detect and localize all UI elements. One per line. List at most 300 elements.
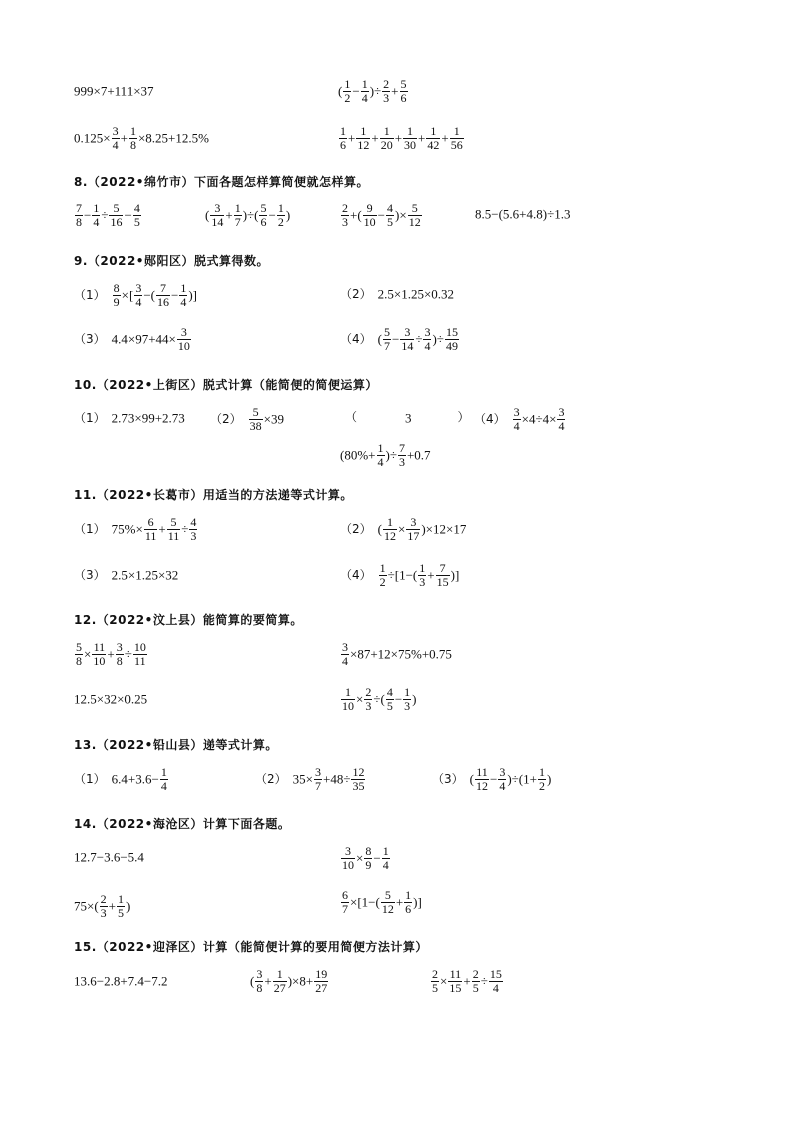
denominator: 4 [342,653,348,668]
numerator: 15 [445,325,458,339]
denominator: 5 [386,698,393,713]
numerator: 1 [426,125,440,139]
denominator: 12 [381,901,394,916]
numerator: 5 [76,640,82,654]
numerator: 1 [404,685,411,699]
numerator: 2 [472,967,479,981]
expr-part: − [377,207,386,223]
q10-problem-3-label [345,410,470,425]
numerator: 1 [377,441,384,455]
fraction [361,78,369,104]
numerator: 1 [160,765,167,779]
expr-part: − [391,331,400,347]
expr-part: + [264,973,272,989]
fraction [273,968,287,994]
denominator: 14 [401,338,414,353]
fraction [406,516,420,542]
item-label: （1） [74,288,106,303]
expr-part: + [441,130,449,146]
numerator: 10 [133,640,146,654]
numerator: 8 [113,281,120,295]
numerator: 3 [135,281,142,295]
item-label: （4） [474,412,506,427]
fraction [156,282,170,308]
expr-part: ÷ [181,521,189,537]
denominator: 12 [357,137,370,152]
denominator: 4 [424,338,431,353]
denominator: 56 [450,137,463,152]
numerator: 5 [249,406,263,420]
numerator: 3 [400,326,414,340]
numerator: 1 [129,124,136,138]
expr-part: ( [338,83,343,99]
expr-part: 6.4+3.6− [111,771,159,787]
q10-problem-4 [474,406,566,432]
fraction [379,562,387,588]
q15-problem-b [250,968,329,994]
expr-part: −( [143,287,155,303]
numerator: 11 [476,765,488,779]
fraction [383,326,391,352]
problem-r1a [74,83,154,98]
expr-part: × [84,646,92,662]
expr-part: + [158,521,166,537]
denominator: 11 [167,528,180,543]
fraction [381,889,395,915]
expr-part: )] [413,894,422,910]
q10-problem-1 [74,410,185,425]
numerator: 1 [234,201,241,215]
expr-part: + [418,130,426,146]
problem-r2b [338,125,465,151]
numerator: 3 [513,405,520,419]
expr-part: 75%× [111,521,143,537]
numerator: 4 [386,685,393,699]
fraction [314,968,328,994]
expr-part: ( [250,973,255,989]
denominator: 8 [76,214,82,229]
q13-problem-3 [432,766,551,792]
denominator: 11 [134,653,146,668]
numerator: 12 [352,765,365,779]
numerator: 1 [340,124,346,138]
q14-problem-a [74,849,144,864]
numerator: 1 [383,516,397,530]
expr-part: )÷( [242,207,259,223]
denominator: 17 [407,528,420,543]
fraction [100,893,108,919]
fraction [92,202,100,228]
expr-part: + [391,83,399,99]
q9-problem-2 [340,286,454,301]
denominator: 3 [100,905,107,920]
expr-part: − [489,771,498,787]
fraction [403,125,417,151]
q10-problem-3 [340,442,431,468]
expression-text: 2.5×1.25×0.32 [377,286,455,302]
denominator: 8 [76,653,82,668]
fraction [144,516,158,542]
expr-part: +( [350,207,362,223]
denominator: 12 [383,528,396,543]
denominator: 2 [344,90,351,105]
fraction [400,326,414,352]
fraction [92,641,106,667]
numerator: 1 [538,765,545,779]
expression-text: 8.5−(5.6+4.8)÷1.3 [475,206,571,222]
item-label: （3） [74,568,106,583]
numerator: 7 [398,441,405,455]
q8-problem-c [340,202,423,228]
denominator: 5 [118,905,125,920]
fraction [341,641,349,667]
fraction [75,641,83,667]
expr-part: ×87+12×75%+0.75 [350,646,452,662]
fraction [408,202,422,228]
question-11-heading: 11.（2022•长葛市）用适当的方法递等式计算。 [74,488,353,502]
q12-problem-d [340,686,417,712]
item-label: （2） [340,522,372,537]
denominator: 16 [110,214,123,229]
fraction [134,282,142,308]
numerator: 2 [342,201,348,215]
denominator: 4 [180,294,187,309]
q9-problem-4 [340,326,460,352]
expression-text: 999×7+111×37 [74,83,154,99]
numerator: 2 [100,892,107,906]
expr-part: +48÷ [322,771,351,787]
denominator: 4 [513,418,520,433]
fraction [475,766,489,792]
q11-problem-2 [340,516,466,542]
denominator: 5 [472,980,479,995]
q10-problem-2 [210,406,284,432]
item-label: （2） [210,412,242,427]
denominator: 8 [129,137,136,152]
fraction [450,125,464,151]
expr-part: ÷ [101,207,109,223]
fraction [341,845,355,871]
expr-part: ×4÷4× [521,411,557,427]
numerator: 5 [400,77,407,91]
question-13-heading: 13.（2022•铅山县）递等式计算。 [74,738,278,752]
fraction [341,202,349,228]
expr-part: + [107,646,115,662]
fraction [498,766,506,792]
expr-part: ) [126,898,131,914]
fraction [538,766,546,792]
numerator: 7 [156,282,170,296]
q13-problem-2 [255,766,366,792]
problem-r1b [338,78,409,104]
denominator: 12 [408,214,421,229]
numerator: 3 [424,325,431,339]
item-label: （4） [340,332,372,347]
expr-part: + [120,130,128,146]
denominator: 3 [419,574,426,589]
numerator: 5 [383,325,390,339]
fraction [489,968,503,994]
q14-problem-d [340,889,422,915]
fraction [377,442,385,468]
denominator: 10 [93,653,106,668]
denominator: 9 [113,294,120,309]
expression-text: 2.73×99+2.73 [111,410,185,426]
numerator: 11 [449,967,462,981]
expr-part: ( [469,771,474,787]
expr-part: − [352,83,360,99]
numerator: 3 [341,845,355,859]
fraction [448,968,462,994]
expr-part: ×8.25+12.5% [137,130,209,146]
numerator: 1 [405,888,412,902]
fraction [133,202,141,228]
denominator: 11 [144,528,157,543]
numerator: 3 [112,124,119,138]
expr-part: )× [395,207,407,223]
expression-text: 12.5×32×0.25 [74,691,148,707]
q9-problem-3 [74,326,192,352]
fraction [341,686,355,712]
q15-problem-c [430,968,504,994]
denominator: 10 [363,214,376,229]
fraction [386,686,394,712]
numerator: 1 [419,561,426,575]
denominator: 3 [383,90,390,105]
fraction [179,282,187,308]
numerator: 6 [144,516,158,530]
denominator: 4 [382,857,389,872]
q15-problem-a [74,973,168,988]
numerator: 1 [341,686,355,700]
numerator: 1 [403,125,417,139]
expr-part: − [394,691,403,707]
denominator: 49 [445,338,458,353]
expr-part: 4.4×97+44× [111,331,176,347]
expr-part: )] [188,287,197,303]
denominator: 42 [427,137,440,152]
expr-part: ( [377,521,382,537]
denominator: 4 [361,90,368,105]
denominator: 14 [211,214,224,229]
q8-problem-b [205,202,290,228]
numerator: 1 [277,201,284,215]
fraction [404,889,412,915]
fraction [75,202,83,228]
expr-part: )÷ [385,447,397,463]
denominator: 27 [273,980,286,995]
expr-part: ÷( [373,691,385,707]
numerator: 9 [363,202,377,216]
item-label: （2） [340,287,372,302]
expr-part: 75×( [74,898,99,914]
denominator: 4 [93,214,100,229]
numerator: 2 [432,967,438,981]
denominator: 35 [352,778,365,793]
denominator: 10 [342,698,354,713]
expr-part: × [440,973,448,989]
numerator: 1 [118,892,125,906]
expr-part: (80%+ [340,447,376,463]
numerator: 4 [190,515,197,529]
expr-part: − [170,287,179,303]
q12-problem-a [74,641,148,667]
expr-part: − [268,207,276,223]
paren-open: （ [345,410,358,424]
expr-part: ) [412,691,417,707]
item-number: 3 [405,410,412,426]
denominator: 5 [133,214,140,229]
fraction [177,326,191,352]
fraction [249,406,263,432]
fraction [557,406,565,432]
denominator: 10 [177,338,190,353]
numerator: 2 [365,685,372,699]
item-label: （4） [340,568,372,583]
item-label: （1） [74,522,106,537]
item-label: （1） [74,411,106,426]
paren-close: ） [457,410,470,424]
denominator: 6 [260,214,267,229]
fraction [386,202,394,228]
problem-r2a [74,125,209,151]
fraction [112,125,120,151]
fraction [133,641,147,667]
question-15-heading: 15.（2022•迎泽区）计算（能简便计算的要用简便方法计算） [74,940,428,954]
fraction [418,562,426,588]
expr-part: ×39 [263,411,284,427]
numerator: 3 [116,640,123,654]
denominator: 8 [116,653,123,668]
denominator: 4 [499,778,506,793]
numerator: 19 [315,967,328,981]
numerator: 4 [133,201,140,215]
numerator: 7 [76,201,82,215]
denominator: 7 [383,338,390,353]
numerator: 3 [210,202,224,216]
fraction [210,202,224,228]
denominator: 15 [436,574,449,589]
denominator: 38 [249,418,262,433]
item-label: （3） [432,772,464,787]
denominator: 16 [156,294,169,309]
denominator: 7 [342,901,348,916]
expr-part: )×8+ [287,973,314,989]
numerator: 5 [408,202,422,216]
numerator: 1 [379,561,386,575]
denominator: 30 [404,137,417,152]
expr-part: ×[ [121,287,134,303]
expr-part: + [108,898,117,914]
fraction [351,766,365,792]
numerator: 3 [499,765,506,779]
expr-part: )] [450,567,460,583]
fraction [380,125,394,151]
denominator: 4 [135,294,142,309]
expr-part: + [395,894,404,910]
q12-problem-b [340,641,452,667]
fraction [356,125,370,151]
numerator: 1 [180,281,187,295]
q8-problem-d [475,206,570,221]
numerator: 5 [260,201,267,215]
q14-problem-b [340,845,391,871]
fraction [363,202,377,228]
denominator: 7 [314,778,321,793]
item-label: （3） [74,332,106,347]
expr-part: + [225,207,233,223]
question-12-heading: 12.（2022•汶上县）能简算的要简算。 [74,613,303,627]
numerator: 1 [273,968,287,982]
numerator: 6 [342,888,348,902]
denominator: 10 [342,857,354,872]
denominator: 6 [400,90,407,105]
question-8-heading: 8.（2022•绵竹市）下面各题怎样算简便就怎样算。 [74,175,369,189]
q14-problem-c [74,893,130,919]
numerator: 1 [380,125,394,139]
denominator: 2 [538,778,545,793]
fraction [129,125,137,151]
expr-part: + [427,567,435,583]
denominator: 2 [379,574,386,589]
expr-part: ÷[1−( [387,567,418,583]
fraction [382,845,390,871]
denominator: 15 [449,980,462,995]
denominator: 3 [190,528,197,543]
fraction [400,78,408,104]
denominator: 4 [377,454,384,469]
expr-part: + [348,130,356,146]
fraction [398,442,406,468]
expression-text: 12.7−3.6−5.4 [74,849,144,865]
expr-part: ) [546,771,552,787]
expr-part: + [394,130,403,146]
q12-problem-c [74,691,147,706]
denominator: 7 [234,214,241,229]
denominator: 3 [398,454,405,469]
expr-part: ( [377,331,382,347]
fraction [255,968,263,994]
fraction [472,968,480,994]
expr-part: ÷ [124,646,132,662]
fraction [426,125,440,151]
denominator: 8 [256,980,263,995]
expr-part: )×12×17 [421,521,467,537]
denominator: 20 [380,137,393,152]
numerator: 11 [93,640,106,654]
fraction [343,78,351,104]
fraction [234,202,242,228]
expr-part: ×[1−( [350,894,380,910]
fraction [116,641,124,667]
fraction [259,202,267,228]
numerator: 5 [167,516,181,530]
numerator: 3 [256,967,263,981]
fraction [160,766,168,792]
numerator: 1 [450,125,464,139]
expr-part: ( [205,207,210,223]
expr-part: + [463,973,471,989]
q8-problem-a [74,202,142,228]
question-10-heading: 10.（2022•上街区）脱式计算（能简便的简便运算） [74,378,378,392]
expr-part: × [356,850,364,866]
expr-part: ÷ [480,973,488,989]
denominator: 4 [112,137,119,152]
q9-problem-1 [74,282,197,308]
numerator: 3 [406,516,420,530]
expr-part: +0.7 [406,447,431,463]
fraction [445,326,459,352]
